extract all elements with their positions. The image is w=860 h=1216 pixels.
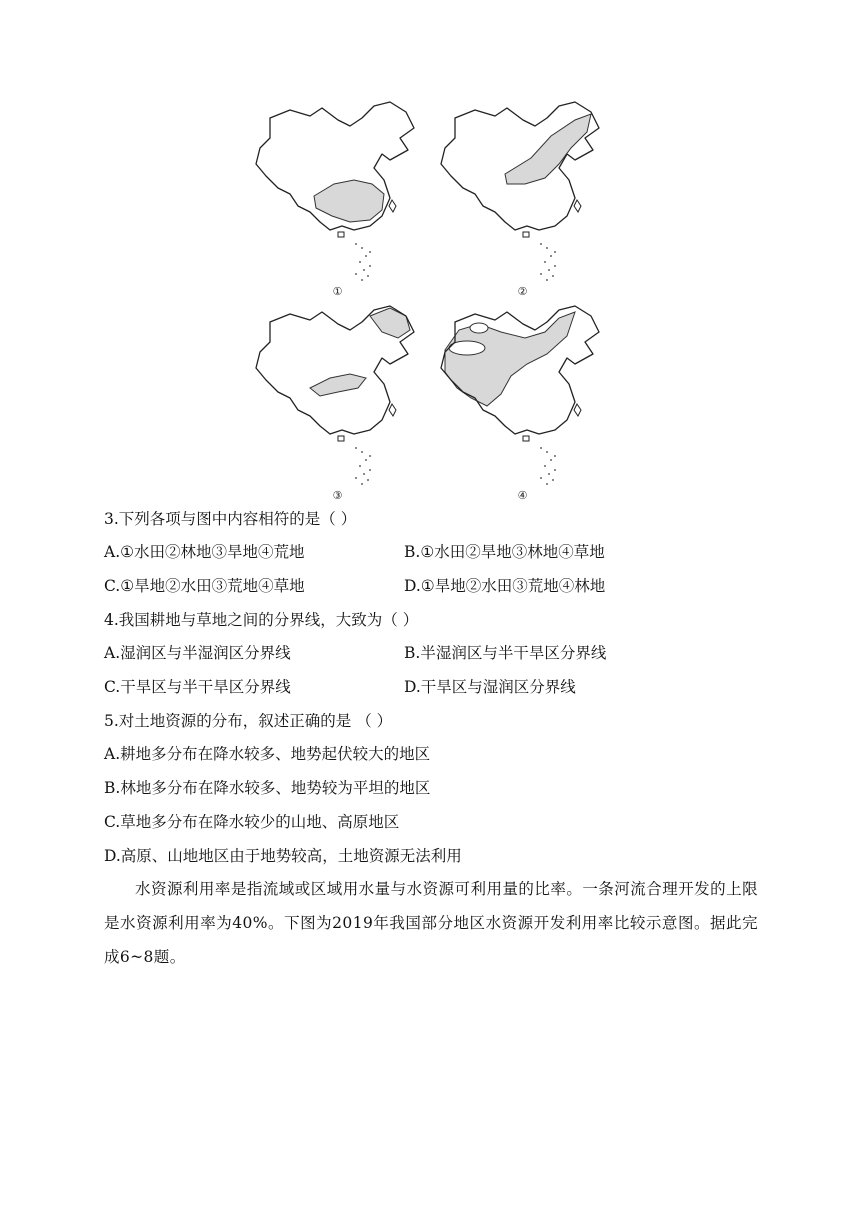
map-4 [435,302,610,502]
question-3-stem: 3.下列各项与图中内容相符的是（ ） [104,510,357,528]
china-map-grassland [435,302,610,502]
map-2 [435,98,610,298]
map-label: ② [517,285,528,298]
china-map-paddy [250,98,425,298]
map-label: ④ [517,489,528,502]
question-5-stem: 5.对土地资源的分布，叙述正确的是 （ ） [104,712,393,730]
question-4-option-a: A.湿润区与半湿润区分界线 [104,644,291,662]
question-4-option-c: C.干旱区与半干旱区分界线 [104,678,291,696]
question-3-option-b: B.①水田②旱地③林地④草地 [404,543,605,561]
map-label: ① [332,285,343,298]
question-5-option-b: B.林地多分布在降水较多、地势较为平坦的地区 [104,779,431,797]
question-4-stem: 4.我国耕地与草地之间的分界线，大致为（ ） [104,611,419,629]
china-map-forest [250,302,425,502]
map-label: ③ [332,489,343,502]
question-3-option-d: D.①旱地②水田③荒地④林地 [404,577,606,595]
question-4-option-b: B.半湿润区与半干旱区分界线 [404,644,607,662]
question-4-option-d: D.干旱区与湿润区分界线 [404,678,576,696]
china-map-dryland [435,98,610,298]
question-5-option-d: D.高原、山地地区由于地势较高，土地资源无法利用 [104,847,462,865]
question-3-option-c: C.①旱地②水田③荒地④草地 [104,577,305,595]
question-3-option-a: A.①水田②林地③旱地④荒地 [104,543,305,561]
map-3 [250,302,425,502]
map-1 [250,98,425,298]
reading-passage: 水资源利用率是指流域或区域用水量与水资源可利用量的比率。一条河流合理开发的上限是水资源利用率为40%。下图为2019年我国部分地区水资源开发利用率比较示意图。据此完成6~8题。 [104,880,758,966]
question-5-option-c: C.草地多分布在降水较少的山地、高原地区 [104,813,400,831]
land-use-maps [250,98,610,502]
question-5-option-a: A.耕地多分布在降水较多、地势起伏较大的地区 [104,745,431,763]
